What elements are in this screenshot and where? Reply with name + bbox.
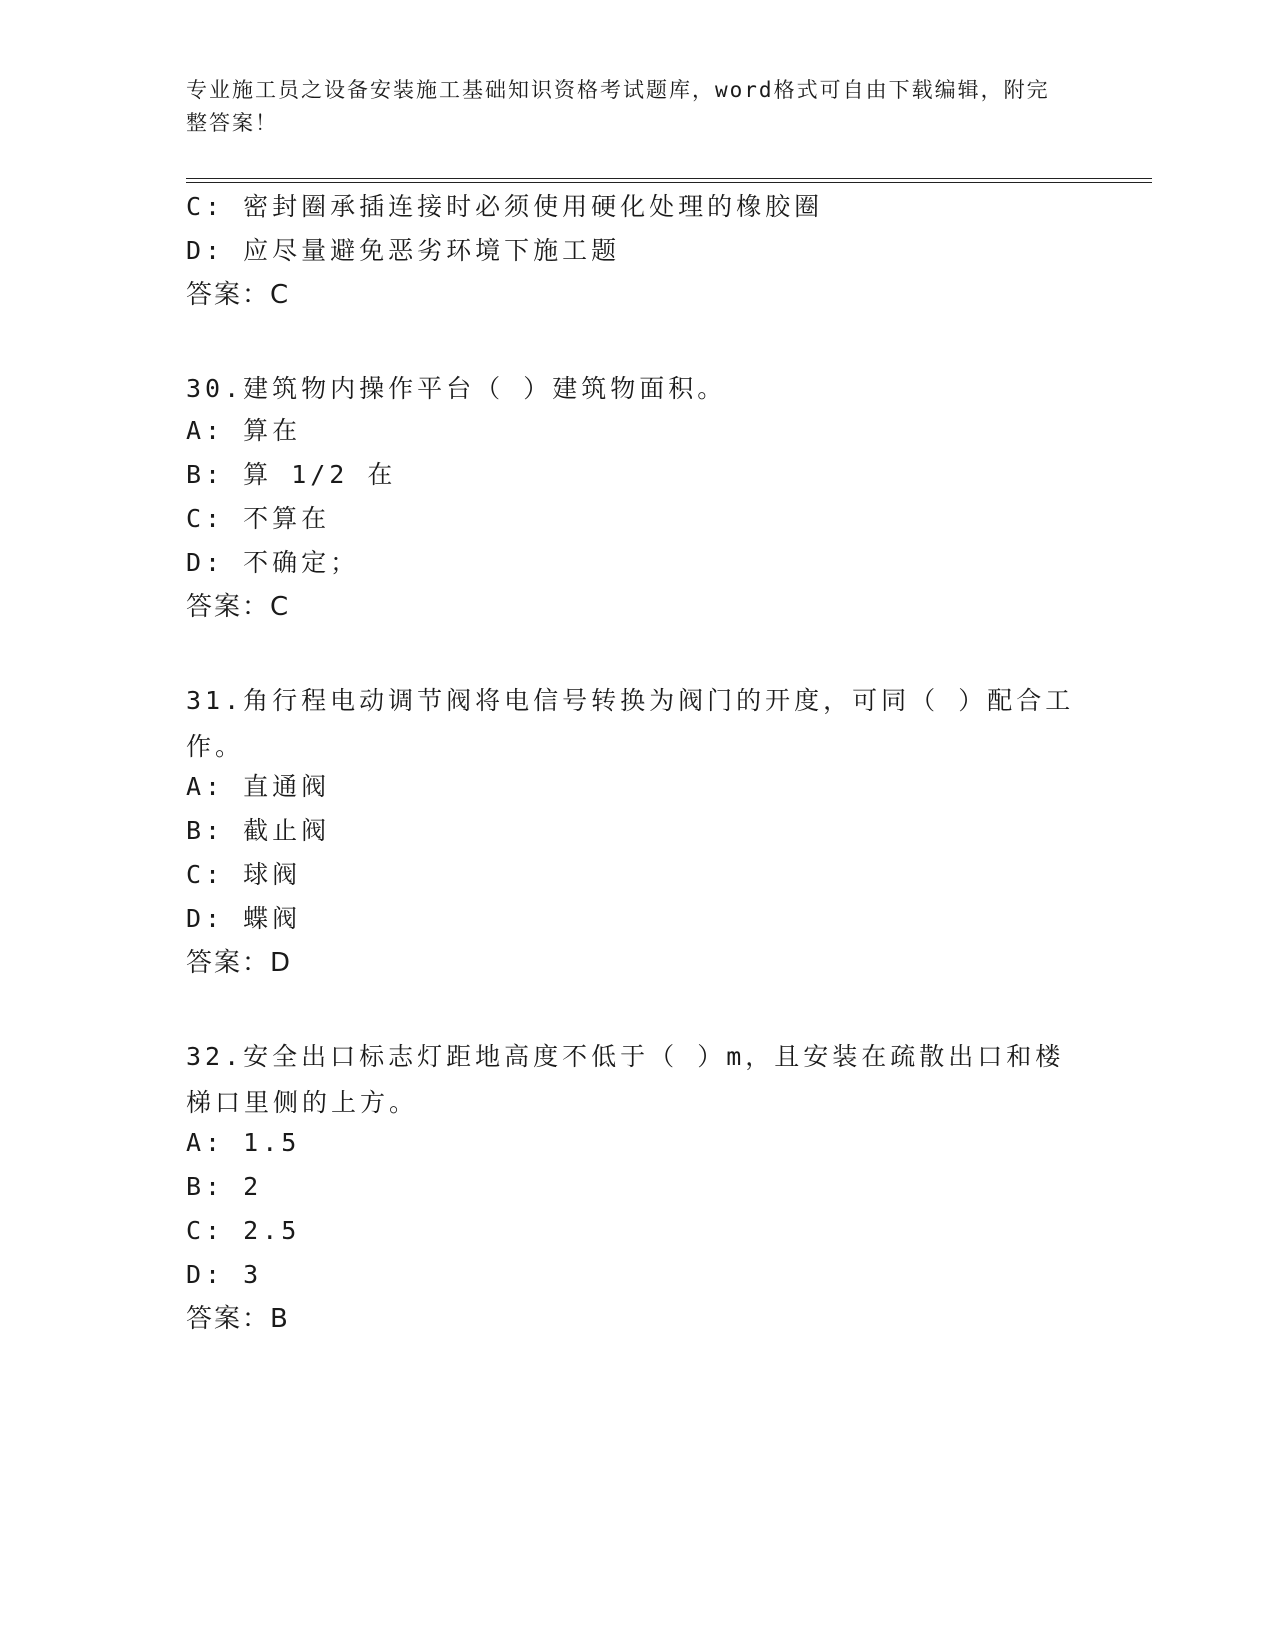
option-c: C: 2.5 <box>186 1216 301 1245</box>
header-divider-top <box>186 178 1152 179</box>
option-a: A: 直通阀 <box>186 772 331 801</box>
option-b: B: 算 1/2 在 <box>186 460 397 489</box>
option-c: C: 不算在 <box>186 504 331 533</box>
question-stem: 31.角行程电动调节阀将电信号转换为阀门的开度，可同（ ）配合工作。 <box>186 686 1075 761</box>
option-c: C: 密封圈承插连接时必须使用硬化处理的橡胶圈 <box>186 192 824 221</box>
option-d: D: 3 <box>186 1260 263 1289</box>
option-b: B: 截止阀 <box>186 816 331 845</box>
question-stem: 30.建筑物内操作平台（ ）建筑物面积。 <box>186 374 727 403</box>
option-b: B: 2 <box>186 1172 263 1201</box>
answer: 答案：C <box>186 592 291 622</box>
answer: 答案：D <box>186 948 293 978</box>
question-stem: 32.安全出口标志灯距地高度不低于（ ）m，且安装在疏散出口和楼梯口里侧的上方。 <box>186 1042 1065 1117</box>
answer: 答案：C <box>186 280 291 310</box>
header-divider-bottom <box>186 182 1152 183</box>
answer: 答案：B <box>186 1304 290 1334</box>
option-d: D: 应尽量避免恶劣环境下施工题 <box>186 236 621 265</box>
option-a: A: 算在 <box>186 416 302 445</box>
document-header: 专业施工员之设备安装施工基础知识资格考试题库，word格式可自由下载编辑，附完整答案！ <box>186 78 1050 135</box>
option-d: D: 蝶阀 <box>186 904 302 933</box>
option-c: C: 球阀 <box>186 860 302 889</box>
option-a: A: 1.5 <box>186 1128 301 1157</box>
option-d: D: 不确定； <box>186 548 360 577</box>
